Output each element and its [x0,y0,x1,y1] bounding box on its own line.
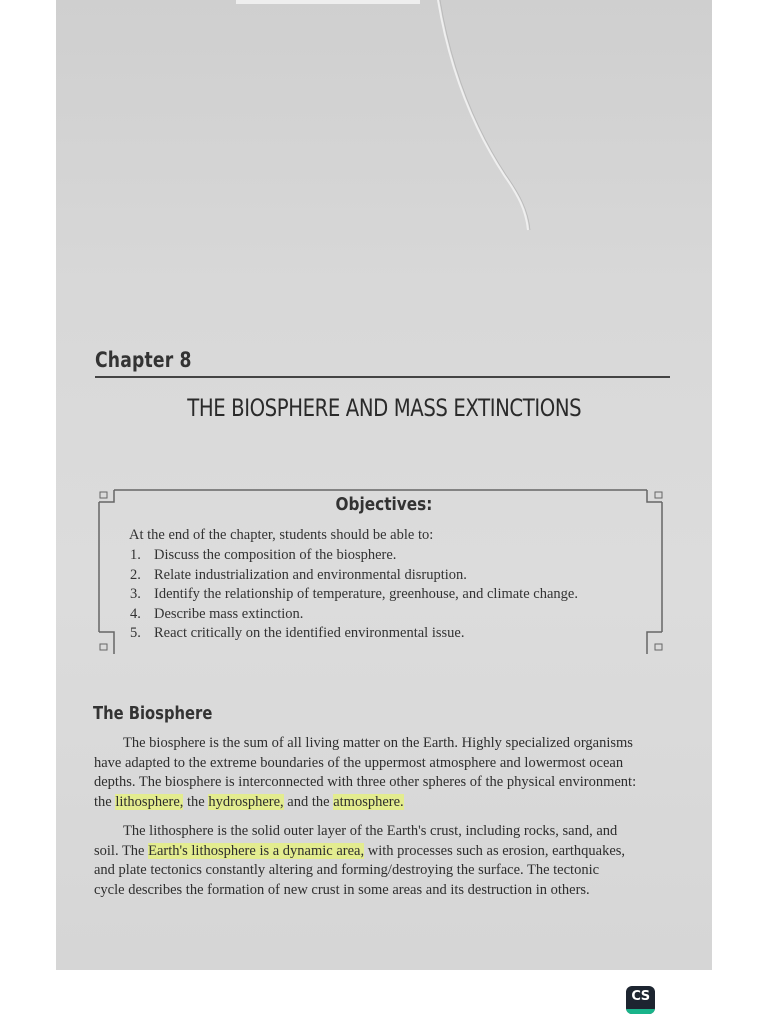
objective-text: React critically on the identified environmental issue. [154,625,465,642]
highlighted-text: atmosphere. [333,793,404,810]
objective-text: Discuss the composition of the biosphere. [154,547,397,563]
objective-number: 5. [130,625,141,642]
objective-item [130,546,578,566]
objective-text: Describe mass extinction. [154,605,304,622]
objectives-intro: At the end of the chapter, students should be able to: [129,527,434,543]
text-run: with processes such as erosion, earthquakes, [364,842,626,859]
chapter-title [0,394,768,422]
objectives-heading-text: Objectives: [335,494,433,515]
objective-text: Relate industrialization and environmental disruption. [154,566,467,583]
objective-number: 2. [130,566,141,583]
chapter-title-text: THE BIOSPHERE AND MASS EXTINCTIONS [186,394,581,422]
page-top-strip [236,0,420,4]
paper-crease [56,0,712,240]
chapter-rule [95,376,670,378]
paragraph-line: have adapted to the extreme boundaries of the uppermost atmosphere and lowermost ocean [94,754,624,771]
objective-number: 1. [130,547,141,563]
objective-text: Identify the relationship of temperature, greenhouse, and climate change. [154,586,578,603]
objective-number: 4. [130,605,141,622]
highlighted-text: lithosphere, [115,793,184,810]
section-heading: The Biosphere [93,703,213,724]
badge-accent-bar [626,1009,655,1014]
objective-item [130,624,578,644]
objective-item [130,605,578,625]
objective-item [130,566,578,586]
biosphere-paragraph [94,734,672,812]
chapter-label: Chapter 8 [95,348,192,372]
badge-text: CS [631,989,650,1004]
paragraph-line [94,793,672,813]
text-run: soil. The [94,842,149,859]
paragraph-line: and plate tectonics constantly altering and forming/destroying the surface. The tectonic [94,862,600,879]
text-run: and the [283,793,334,810]
paragraph-line: The biosphere is the sum of all living matter on the Earth. Highly specialized organisms [123,735,633,751]
objectives-list [130,546,578,644]
highlighted-text: hydrosphere, [208,793,284,810]
paragraph-line: depths. The biosphere is interconnected with three other spheres of the physical environment: [94,774,637,791]
paragraph-line [94,842,672,862]
camscanner-logo-icon [626,986,655,1014]
lithosphere-paragraph [94,822,672,900]
objective-item [130,585,578,605]
paragraph-line: cycle describes the formation of new crust in some areas and its destruction in others. [94,881,590,898]
objective-number: 3. [130,586,141,603]
paragraph-line: The lithosphere is the solid outer layer of the Earth's crust, including rocks, sand, and [123,823,618,839]
objectives-heading [0,494,768,515]
text-run: the [94,793,116,810]
text-run: the [183,793,209,810]
highlighted-text: Earth's lithosphere is a dynamic area, [148,842,365,859]
